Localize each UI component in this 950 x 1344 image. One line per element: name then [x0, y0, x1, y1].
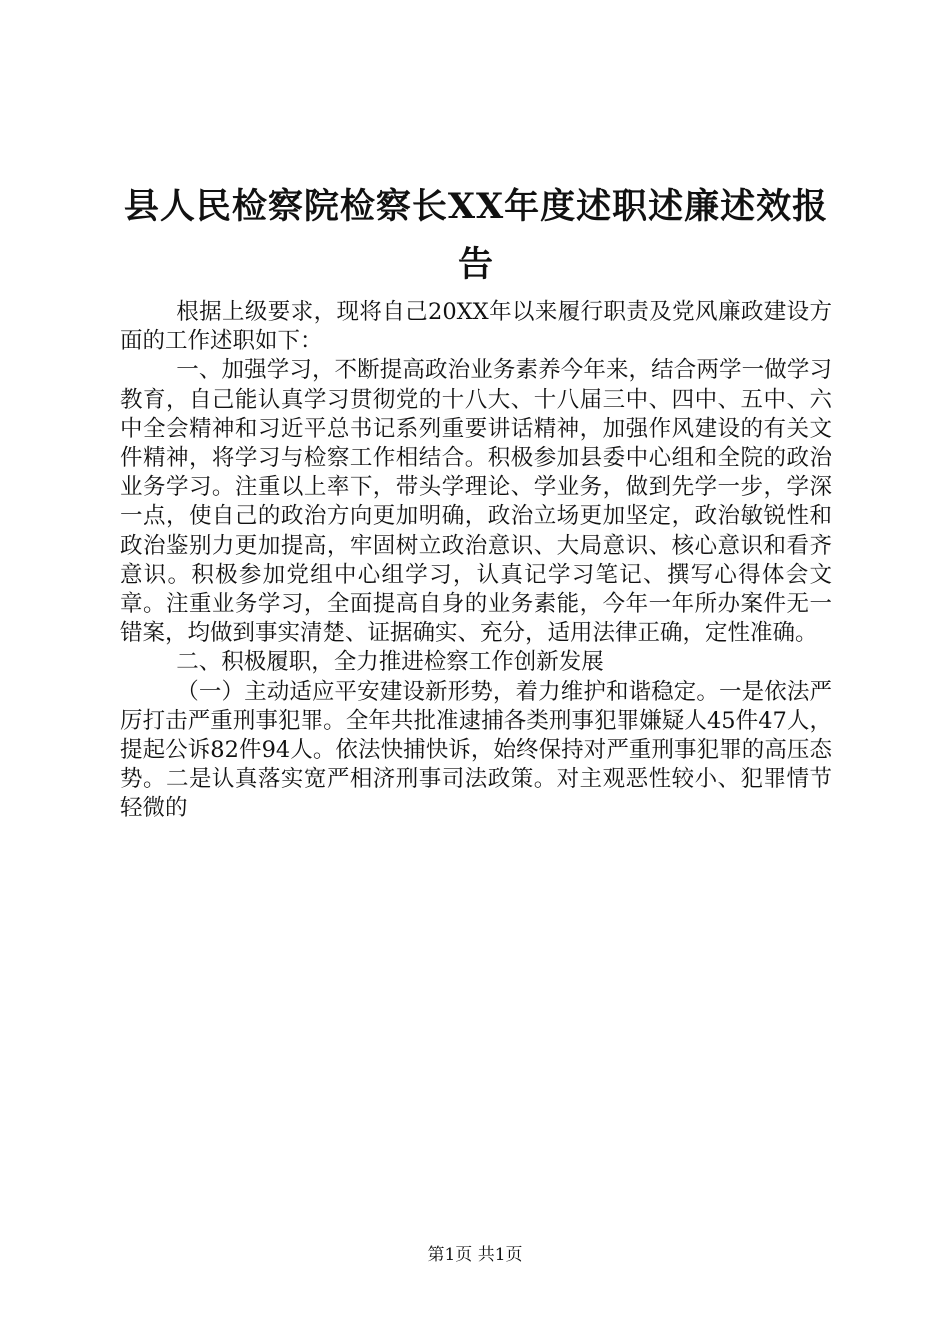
page-footer: 第1页 共1页 — [427, 1245, 523, 1265]
paragraph-section-two-heading: 二、积极履职，全力推进检察工作创新发展 — [176, 649, 604, 676]
document-body — [120, 298, 832, 824]
paragraph-intro: 根据上级要求，现将自己20XX年以来履行职责及党风廉政建设方面的工作述职如下： — [120, 299, 832, 355]
paragraph-section-one: 一、加强学习，不断提高政治业务素养今年来，结合两学一做学习教育，自己能认真学习贯彻党的十八大、十八届三中、四中、五中、六中全会精神和习近平总书记系列重要讲话精神，加强作风建设的有关文件精神，将学习与检察工作相结合。积极参加县委中心组和全院的政治业务学习。注重以上率下，带头学理论、学业务，做到先学一步，学深一点，使自己的政治方向更加明确，政治立场更加坚定，政治敏锐性和政治鉴别力更加提高，牢固树立政治意识、大局意识、核心意识和看齐意识。积极参加党组中心组学习，认真记学习笔记、撰写心得体会文章。注重业务学习，全面提高自身的业务素能，今年一年所办案件无一错案，均做到事实清楚、证据确实、充分，适用法律正确，定性准确。 — [120, 357, 832, 647]
paragraph-subsection-one: （一）主动适应平安建设新形势，着力维护和谐稳定。一是依法严厉打击严重刑事犯罪。全年共批准逮捕各类刑事犯罪嫌疑人45件47人，提起公诉82件94人。依法快捕快诉，始终保持对严重刑事犯罪的高压态势。二是认真落实宽严相济刑事司法政策。对主观恶性较小、犯罪情节轻微的 — [120, 678, 832, 822]
document-title: 县人民检察院检察长XX年度述职述廉述效报告 — [123, 186, 829, 285]
